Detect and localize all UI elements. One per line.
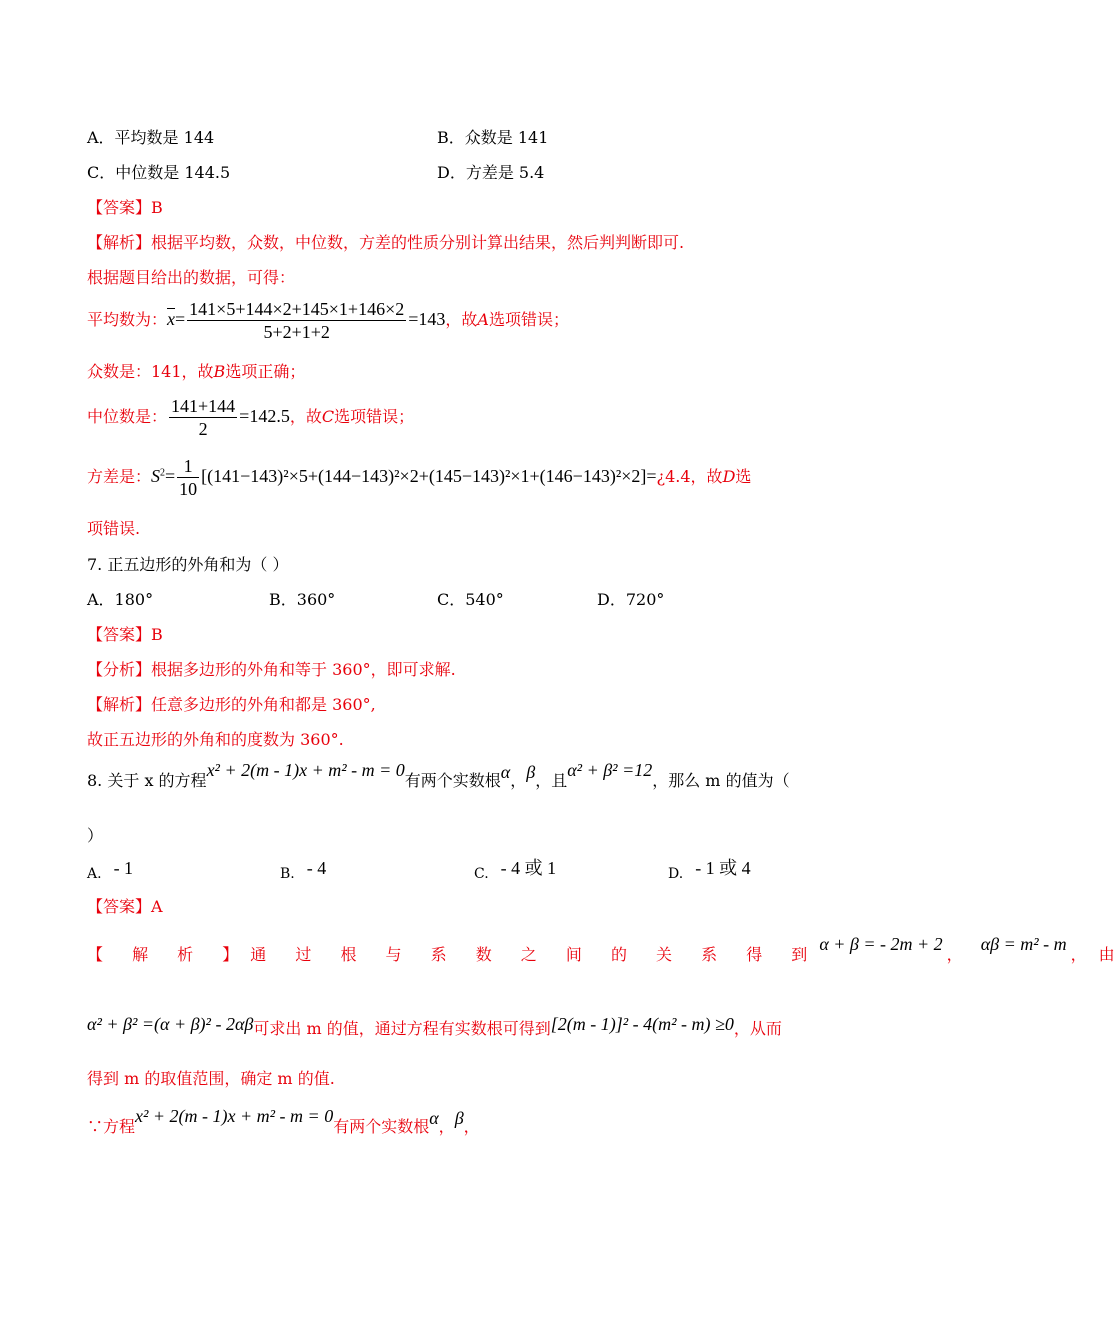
q7-jiexi bbox=[87, 695, 376, 715]
analysis-tag: 【解析】 bbox=[87, 233, 152, 252]
q8-option-d-value: - 1 或 4 bbox=[695, 858, 751, 878]
q7-answer-value: B bbox=[151, 625, 163, 644]
mode-letter: B bbox=[213, 362, 226, 381]
sum-of-roots: α + β = - 2m + 2 bbox=[819, 934, 943, 954]
median-result: =142.5 bbox=[239, 406, 290, 426]
q8-option-b-label: B. bbox=[280, 866, 295, 882]
analysis-line bbox=[87, 233, 684, 253]
variance-letter: D bbox=[722, 467, 736, 486]
q8-stem-d: ，那么 m 的值为（ bbox=[652, 771, 790, 790]
q7-jiexi-tag: 【解析】 bbox=[87, 695, 152, 714]
q8-equation: x² + 2(m - 1)x + m² - m = 0 bbox=[206, 760, 405, 780]
because-label: ∵方程 bbox=[87, 1117, 136, 1136]
mean-result: =143 bbox=[408, 309, 446, 329]
option-d: D．方差是 5.4 bbox=[437, 163, 545, 182]
median-label: 中位数是： bbox=[87, 407, 168, 426]
mode-text: 众数是：141，故 bbox=[87, 362, 214, 381]
mean-xbar: $\overline{x}$ bbox=[167, 309, 176, 329]
q7-option-d: D．720° bbox=[597, 590, 665, 609]
mean-line: 平均数为：$\overline{x}=$ $\frac{141\times 5+144\times 2+145\times 1+146\times 2}{5+2+1+2}$ =143，故A选项错误； bbox=[87, 299, 569, 342]
discriminant: [2(m - 1)]² - 4(m² - m) ≥0 bbox=[550, 1014, 734, 1034]
mean-tail: ，故 bbox=[445, 310, 478, 329]
variance-line2: 项错误. bbox=[87, 519, 141, 538]
q8-jiexi-tag: 【 解 析 】 bbox=[87, 945, 251, 964]
variance-numerator: 1 bbox=[177, 455, 199, 478]
q8-stem-b: 有两个实数根 bbox=[404, 771, 501, 790]
variance-tail: ，故 bbox=[690, 467, 723, 486]
q7-answer-tag: 【答案】 bbox=[87, 625, 152, 644]
variance-expression: [(141−143)²×5+(144−143)²×2+(145−143)²×1+(146−143)²×2]= bbox=[201, 466, 657, 486]
mean-verdict: 选项错误； bbox=[488, 310, 569, 329]
alpha-symbol: α bbox=[500, 762, 511, 782]
because-text: 有两个实数根 bbox=[333, 1117, 430, 1136]
data-intro: 根据题目给出的数据，可得： bbox=[87, 268, 296, 287]
q8-option-b-value: - 4 bbox=[306, 858, 327, 878]
q7-conclusion: 故正五边形的外角和的度数为 360°. bbox=[87, 730, 344, 749]
q8-jiexi-2 bbox=[87, 1014, 782, 1039]
q7-fenxi bbox=[87, 660, 456, 680]
q8-jiexi-1: 【 解 析 】通 过 根 与 系 数 之 间 的 关 系 得 到α + β = - 2m + 2，αβ = m² - m， 由 bbox=[87, 934, 1115, 964]
q8-answer-tag: 【答案】 bbox=[87, 897, 152, 916]
option-c: C．中位数是 144.5 bbox=[87, 163, 231, 182]
q8-option-b bbox=[280, 858, 327, 884]
identity: α² + β² =(α + β)² - 2αβ bbox=[87, 1014, 254, 1034]
because-alpha: α bbox=[429, 1108, 439, 1128]
option-a: A．平均数是 144 bbox=[87, 128, 215, 147]
q8-jiexi-b: 可求出 m 的值，通过方程有实数根可得到 bbox=[253, 1019, 551, 1038]
q8-because: ∵方程x² + 2(m - 1)x + m² - m = 0有两个实数根α，β， bbox=[87, 1106, 480, 1136]
mean-numerator: 141×5+144×2+145×1+146×2 bbox=[189, 299, 405, 319]
q7-option-b: B．360° bbox=[269, 590, 336, 609]
median-tail: ，故 bbox=[289, 407, 322, 426]
q8-option-a-label: A. bbox=[87, 866, 102, 882]
q8-stem-a: 8. 关于 x 的方程 bbox=[87, 771, 207, 790]
q8-jiexi-3: 得到 m 的取值范围，确定 m 的值. bbox=[87, 1069, 335, 1088]
variance-fraction bbox=[177, 455, 199, 500]
mean-fraction bbox=[187, 298, 406, 343]
q8-option-c-value: - 4 或 1 bbox=[500, 858, 557, 878]
option-b: B．众数是 141 bbox=[437, 128, 549, 147]
median-numerator: 141+144 bbox=[171, 396, 236, 416]
q8-jiexi-c: ，从而 bbox=[733, 1019, 782, 1038]
q7-stem: 7. 正五边形的外角和为（ ） bbox=[87, 555, 289, 574]
variance-symbol: S bbox=[151, 466, 161, 486]
q7-fenxi-tag: 【分析】 bbox=[87, 660, 152, 679]
comma: ， bbox=[510, 771, 527, 790]
answer-tag: 【答案】 bbox=[87, 198, 152, 217]
q8-stem-close: ） bbox=[87, 826, 104, 845]
q8-option-d bbox=[668, 858, 751, 884]
mode-line bbox=[87, 362, 305, 382]
q7-fenxi-text: 根据多边形的外角和等于 360°，即可求解. bbox=[151, 660, 456, 679]
mean-denominator: 5+2+1+2 bbox=[263, 322, 330, 342]
q7-jiexi-text: 任意多边形的外角和都是 360°, bbox=[151, 695, 376, 714]
q8-condition: α² + β² =12 bbox=[567, 760, 653, 780]
median-letter: C bbox=[321, 407, 335, 426]
product-of-roots: αβ = m² - m bbox=[980, 934, 1067, 954]
answer-line bbox=[87, 198, 163, 218]
because-beta: β bbox=[454, 1108, 464, 1128]
q8-answer bbox=[87, 897, 163, 917]
q8-option-c bbox=[474, 858, 557, 884]
variance-denominator: 10 bbox=[179, 479, 198, 499]
variance-line: 方差是：$S^2=$ $\frac{1}{10}$ [(141−143)²×5+(144−143)²×2+(145−143)²×1+(146−143)²×2]=¿4.4，故D选 bbox=[87, 456, 752, 499]
q8-answer-value: A bbox=[151, 897, 163, 916]
q8-option-a bbox=[87, 858, 134, 884]
q8-stem bbox=[87, 760, 790, 791]
q8-jiexi-a: 通 过 根 与 系 数 之 间 的 关 系 得 到 bbox=[250, 945, 820, 964]
variance-verdict: 选 bbox=[735, 467, 752, 486]
q7-answer bbox=[87, 625, 163, 645]
variance-eq: = bbox=[165, 466, 176, 486]
median-line bbox=[87, 395, 414, 440]
median-verdict: 选项错误； bbox=[334, 407, 415, 426]
mode-verdict: 选项正确； bbox=[225, 362, 306, 381]
variance-label: 方差是： bbox=[87, 467, 152, 486]
q8-you: 由 bbox=[1098, 945, 1115, 964]
q8-option-a-value: - 1 bbox=[113, 858, 134, 878]
median-denominator: 2 bbox=[198, 419, 208, 439]
q7-option-c: C．540° bbox=[437, 590, 504, 609]
q8-option-c-label: C. bbox=[474, 866, 489, 882]
q7-option-a: A．180° bbox=[87, 590, 154, 609]
median-fraction bbox=[169, 395, 237, 440]
beta-symbol: β bbox=[526, 762, 536, 782]
answer-value: B bbox=[151, 198, 163, 217]
because-equation: x² + 2(m - 1)x + m² - m = 0 bbox=[135, 1106, 334, 1126]
analysis-text: 根据平均数，众数，中位数，方差的性质分别计算出结果，然后判判断即可. bbox=[151, 233, 685, 252]
mean-label: 平均数为： bbox=[87, 310, 168, 329]
variance-result: ¿4.4 bbox=[656, 467, 691, 486]
mean-letter: A bbox=[477, 310, 489, 329]
q8-stem-c: ，且 bbox=[535, 771, 568, 790]
q8-option-d-label: D. bbox=[668, 866, 684, 882]
